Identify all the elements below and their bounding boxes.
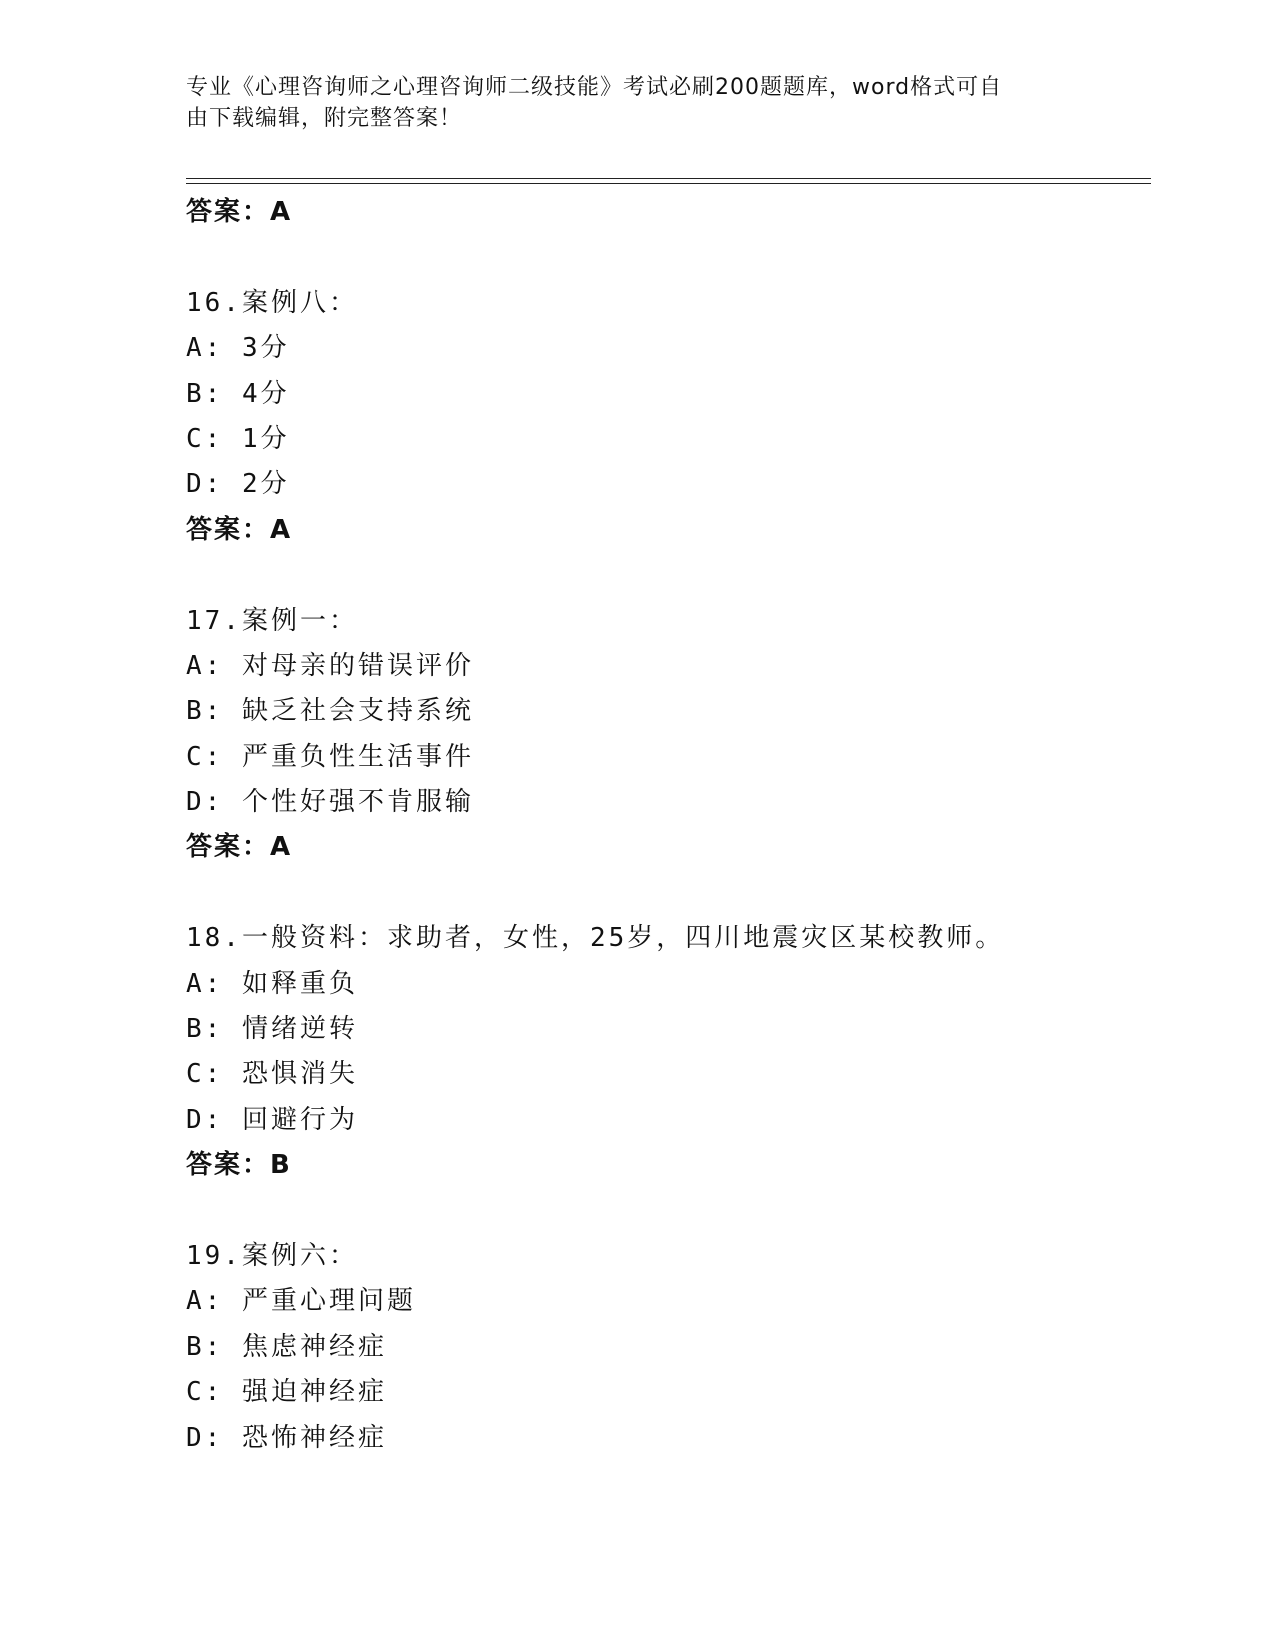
header-line-1: 专业《心理咨询师之心理咨询师二级技能》考试必刷200题题库，word格式可自: [186, 75, 1003, 100]
header-divider-top: [186, 178, 1151, 179]
option-line: B: 情绪逆转: [186, 1014, 358, 1045]
blank-line: [186, 1189, 1146, 1234]
option-line: B: 焦虑神经症: [186, 1331, 387, 1362]
blank-line: [186, 553, 1146, 598]
option-line: D: 回避行为: [186, 1104, 358, 1135]
blank-line: [186, 235, 1146, 280]
header-line-2: 由下载编辑，附完整答案！: [186, 106, 463, 131]
answer-line: 答案：A: [186, 514, 293, 545]
header-divider-bottom: [186, 183, 1151, 184]
blank-line: [186, 871, 1146, 916]
option-line: A: 对母亲的错误评价: [186, 650, 474, 681]
option-line: C: 严重负性生活事件: [186, 741, 474, 772]
option-line: D: 个性好强不肯服输: [186, 787, 474, 818]
option-line: A: 如释重负: [186, 968, 358, 999]
answer-line: 答案：A: [186, 832, 293, 863]
option-line: A: 严重心理问题: [186, 1286, 416, 1317]
option-line: C: 强迫神经症: [186, 1377, 387, 1408]
option-line: C: 恐惧消失: [186, 1059, 358, 1090]
option-line: C: 1分: [186, 423, 290, 454]
option-line: B: 4分: [186, 378, 290, 409]
option-line: A: 3分: [186, 333, 290, 364]
option-line: D: 2分: [186, 469, 290, 500]
question-line: 19.案例六：: [186, 1240, 358, 1271]
document-header: [186, 72, 1066, 134]
question-line: 18.一般资料：求助者，女性，25岁，四川地震灾区某校教师。: [186, 923, 1005, 954]
answer-line: 答案：A: [186, 197, 293, 227]
answer-line: 答案：B: [186, 1150, 292, 1181]
question-line: 16.案例八：: [186, 287, 358, 318]
question-list: [186, 190, 1146, 1461]
option-line: B: 缺乏社会支持系统: [186, 696, 474, 727]
question-line: 17.案例一：: [186, 605, 358, 636]
option-line: D: 恐怖神经症: [186, 1422, 387, 1453]
